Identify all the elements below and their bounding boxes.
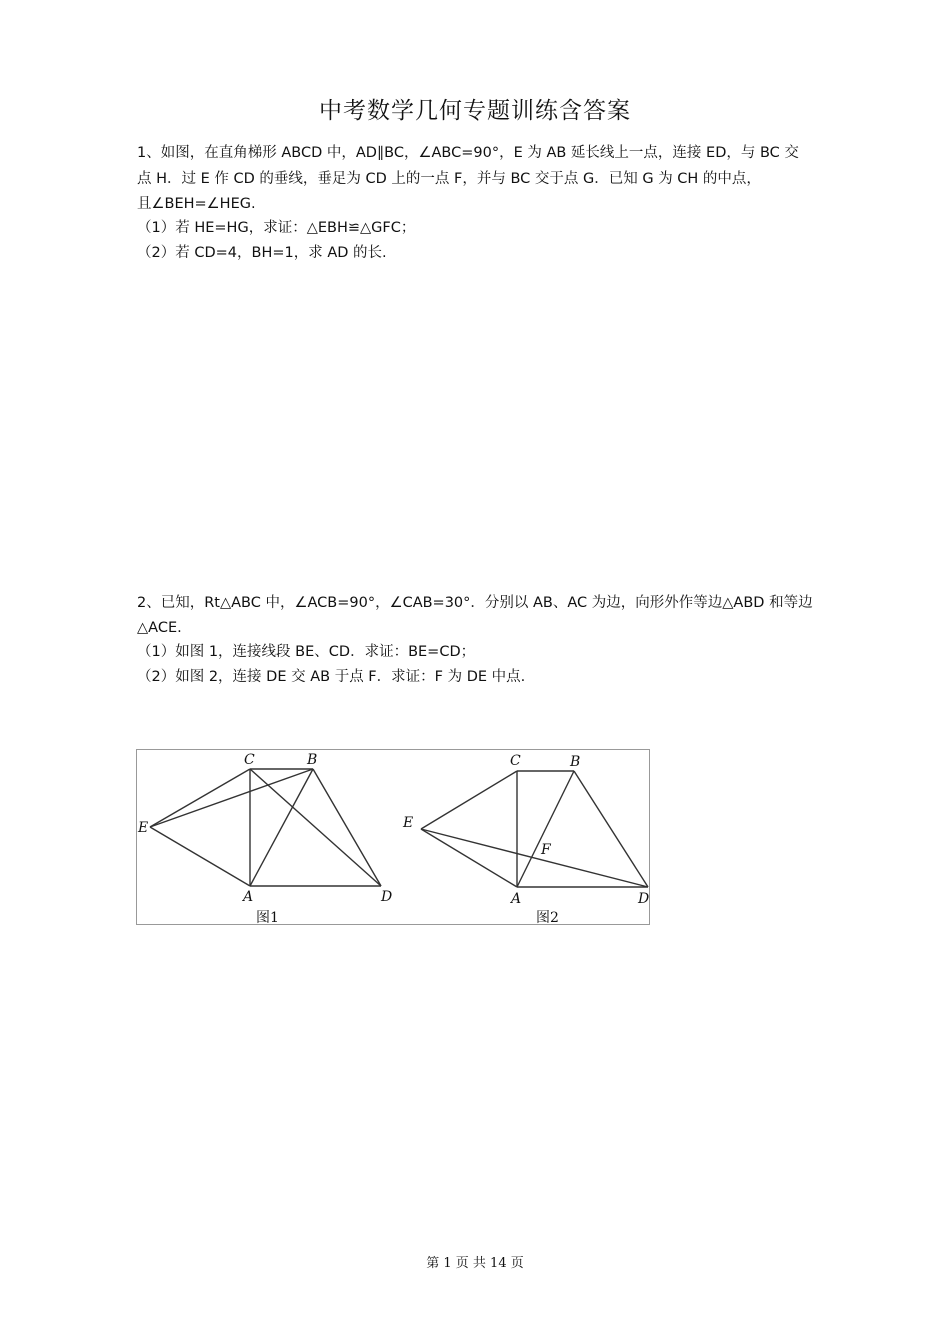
- fig2-label-D: D: [638, 891, 650, 907]
- q1-part1: （1）若 HE=HG，求证：△EBH≌△GFC；: [137, 220, 416, 236]
- fig1-label-D: D: [381, 889, 393, 905]
- fig1-segment-EB: [150, 769, 313, 827]
- fig2-label-E: E: [403, 815, 414, 831]
- fig1-label-E: E: [138, 820, 149, 836]
- fig1-segment-AB: [250, 769, 313, 886]
- q2-part1: （1）如图 1，连接线段 BE、CD．求证：BE=CD；: [137, 644, 476, 660]
- q2-text-line1: 2、已知，Rt△ABC 中，∠ACB=90°，∠CAB=30°．分别以 AB、AC 为边，向形外作等边△ABD 和等边: [137, 595, 813, 611]
- fig1-label-C: C: [244, 752, 255, 768]
- fig2-label-B: B: [570, 754, 581, 770]
- page-title: 中考数学几何专题训练含答案: [319, 98, 631, 124]
- fig1-label-A: A: [243, 889, 254, 905]
- q2-text-line2: △ACE.: [137, 620, 182, 636]
- figure-2-lines: [421, 771, 648, 887]
- figure-1-lines: [150, 769, 381, 886]
- fig1-label-B: B: [307, 752, 318, 768]
- fig2-label-A: A: [511, 891, 522, 907]
- fig1-segment-EA: [150, 827, 250, 886]
- fig2-label-F: F: [541, 842, 551, 858]
- fig2-segment-ED: [421, 829, 648, 887]
- q1-part2: （2）若 CD=4，BH=1，求 AD 的长.: [137, 245, 387, 261]
- q1-text-line1: 1、如图，在直角梯形 ABCD 中，AD∥BC，∠ABC=90°，E 为 AB 延长线上一点，连接 ED，与 BC 交: [137, 145, 799, 161]
- fig2-segment-BD: [574, 771, 648, 887]
- fig1-segment-EC: [150, 769, 250, 827]
- geometry-svg: [137, 750, 651, 926]
- geometry-figure: [136, 749, 650, 925]
- fig2-label-C: C: [510, 753, 521, 769]
- fig2-caption: 图2: [536, 910, 559, 926]
- q2-part2: （2）如图 2，连接 DE 交 AB 于点 F．求证：F 为 DE 中点.: [137, 669, 526, 685]
- fig2-segment-EC: [421, 771, 517, 829]
- fig2-segment-EA: [421, 829, 517, 887]
- fig1-segment-CD: [250, 769, 381, 886]
- fig1-segment-BD: [313, 769, 381, 886]
- fig1-caption: 图1: [256, 910, 279, 926]
- page-footer: 第 1 页 共 14 页: [426, 1256, 524, 1271]
- q1-text-line3: 且∠BEH=∠HEG.: [137, 196, 256, 212]
- fig2-segment-AB: [517, 771, 574, 887]
- q1-text-line2: 点 H．过 E 作 CD 的垂线，垂足为 CD 上的一点 F，并与 BC 交于点 G．已知 G 为 CH 的中点，: [137, 171, 761, 187]
